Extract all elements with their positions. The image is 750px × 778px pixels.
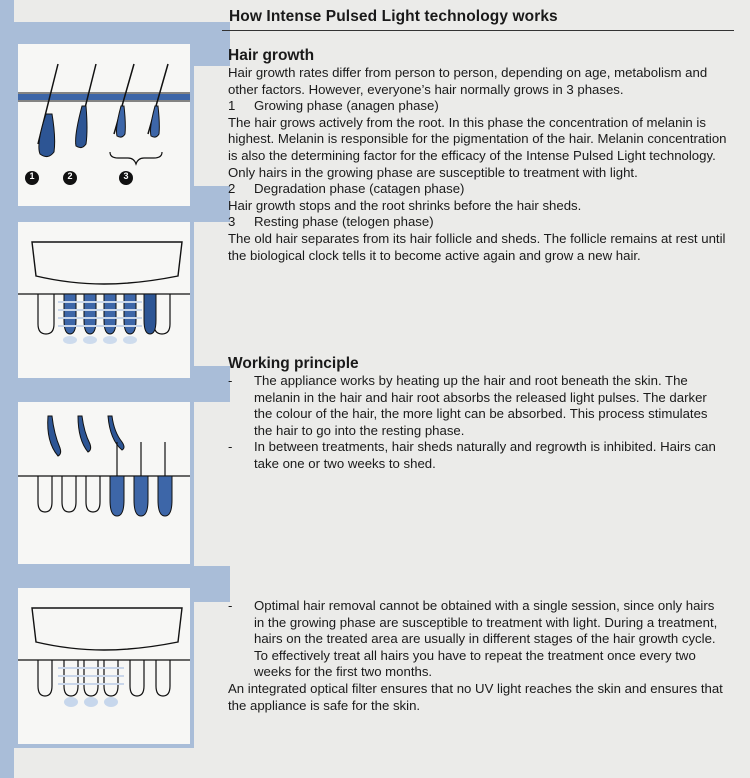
bullet-dash: - — [228, 439, 233, 455]
page-title: How Intense Pulsed Light technology works — [229, 8, 558, 25]
hair-growth-intro: Hair growth rates differ from person to person, depending on age, metabolism and other factors. However, everyone’s hair normally grows in 3 phases. — [228, 65, 708, 97]
phase-marker-1: 1 — [29, 171, 35, 181]
hair-phases-illustration — [14, 40, 194, 210]
phase-number: 2 — [228, 181, 236, 197]
phase-2-text: Hair growth stops and the root shrinks before the hair sheds. — [228, 197, 582, 213]
phase-title: Resting phase (telogen phase) — [254, 214, 434, 230]
hair-growth-heading: Hair growth — [228, 47, 315, 64]
light-pulse-illustration — [14, 218, 194, 382]
phase-title: Growing phase (anagen phase) — [254, 98, 439, 114]
hair-shedding-illustration — [14, 398, 194, 568]
illustration-strip — [0, 0, 208, 778]
phase-1-text: The hair grows actively from the root. In this phase the concentration of melanin is highest. Melanin is responsible for the pigmentation of the hair. Melanin concentration is also the determining factor for the efficacy of the Intense Pulsed Light technology. Only hairs in the growing phase are susceptible to treatment with light. — [228, 114, 727, 180]
blue-edge — [0, 0, 14, 778]
hair-growth-section — [228, 46, 728, 264]
bullet-dash: - — [228, 598, 233, 613]
closing-text: An integrated optical filter ensures that no UV light reaches the skin and ensures that the appliance is safe for the skin. — [228, 680, 723, 713]
repeat-treatment-illustration — [14, 584, 194, 748]
bullet-dash: - — [228, 373, 233, 388]
phase-1-title — [228, 98, 728, 115]
phase-number: 1 — [228, 98, 236, 114]
bullet-item — [228, 598, 728, 681]
bullet-text: The appliance works by heating up the hair and root beneath the skin. The melanin in the hair and hair root absorbs the released light pulses. The darker the colour of the hair, the more light can be absorbed. This process stimulates the hair to go into the resting phase. — [254, 373, 708, 438]
phase-title: Degradation phase (catagen phase) — [254, 181, 465, 197]
bullet-item — [228, 373, 728, 439]
phase-3-text: The old hair separates from its hair follicle and sheds. The follicle remains at rest until the biological clock tells it to become active again and grow a new hair. — [228, 230, 726, 263]
phase-2-title — [228, 181, 728, 198]
phase-3-title — [228, 214, 728, 231]
bullet-item — [228, 439, 728, 472]
phase-marker-2: 2 — [67, 171, 73, 181]
bullet-text: Optimal hair removal cannot be obtained with a single session, since only hairs in the growing phase are susceptible to treatment with light. During a treatment, hairs on the treated area are usually in different stages of the hair growth cycle. To effectively treat all hairs you have to repeat the treatment once every two weeks for the first two months. — [254, 598, 718, 680]
working-principle-heading: Working principle — [228, 355, 359, 372]
treatment-section — [228, 598, 728, 714]
phase-marker-3: 3 — [123, 171, 129, 181]
phase-number: 3 — [228, 214, 236, 230]
working-principle-section — [228, 354, 728, 473]
bullet-text: In between treatments, hair sheds naturally and regrowth is inhibited. Hairs can take one or two weeks to shed. — [254, 439, 716, 471]
title-divider — [222, 30, 734, 31]
